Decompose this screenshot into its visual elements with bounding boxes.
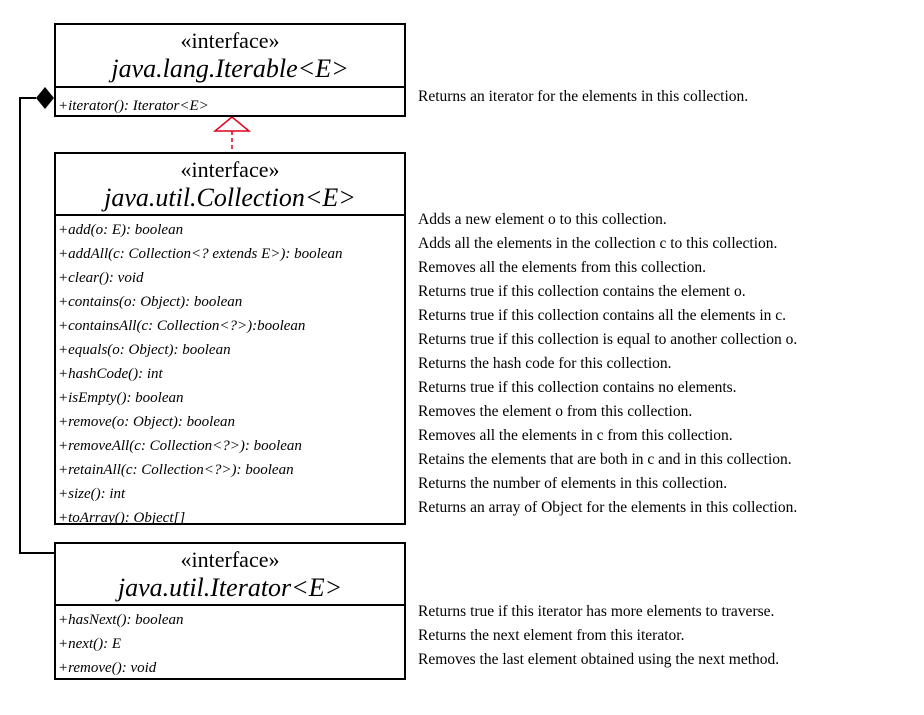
method-description: Returns the number of elements in this collection. [418, 475, 728, 492]
iterable-interface-box [54, 23, 406, 117]
method-signature: +retainAll(c: Collection<?>): boolean [58, 462, 294, 478]
method-description: Removes the last element obtained using the next method. [418, 651, 780, 668]
method-description: Adds a new element o to this collection. [418, 211, 667, 228]
method-signature: +size(): int [58, 486, 126, 502]
inheritance-arrowhead [215, 117, 249, 131]
iterable-methods [56, 86, 404, 118]
iterable-name: java.lang.Iterable<E> [111, 54, 349, 83]
method-signature: +hashCode(): int [58, 366, 163, 382]
method-signature: +add(o: E): boolean [58, 222, 184, 238]
method-signature: +removeAll(c: Collection<?>): boolean [58, 438, 302, 454]
collection-interface-box [54, 152, 406, 525]
method-description: Returns true if this collection contains no elements. [418, 379, 737, 396]
method-description: Removes all the elements from this collection. [418, 259, 706, 276]
method-description: Returns the hash code for this collection. [418, 355, 672, 372]
method-description: Returns the next element from this iterator. [418, 627, 685, 644]
iterator-stereotype: «interface» [180, 547, 280, 572]
method-signature: +contains(o: Object): boolean [58, 294, 243, 310]
iterator-interface-box [54, 542, 406, 680]
method-signature: +toArray(): Object[] [58, 510, 186, 526]
method-description: Retains the elements that are both in c and in this collection. [418, 451, 792, 468]
method-signature: +addAll(c: Collection<? extends E>): boolean [58, 246, 343, 262]
method-description: Returns an array of Object for the elements in this collection. [418, 499, 798, 516]
method-signature: +containsAll(c: Collection<?>):boolean [58, 318, 306, 334]
method-signature: +iterator(): Iterator<E> [58, 98, 209, 114]
iterator-name: java.util.Iterator<E> [117, 573, 343, 602]
method-signature: +equals(o: Object): boolean [58, 342, 231, 358]
method-signature: +clear(): void [58, 270, 144, 286]
method-signature: +remove(o: Object): boolean [58, 414, 235, 430]
method-description: Returns true if this collection is equal to another collection o. [418, 331, 798, 348]
method-signature: +next(): E [58, 636, 122, 652]
method-description: Removes all the elements in c from this collection. [418, 427, 733, 444]
collection-name: java.util.Collection<E> [104, 183, 356, 212]
composition-line [20, 98, 54, 553]
method-description: Returns true if this iterator has more elements to traverse. [418, 603, 775, 620]
method-description: Returns true if this collection contains the element o. [418, 283, 746, 300]
method-signature: +remove(): void [58, 660, 157, 676]
method-description: Removes the element o from this collection. [418, 403, 693, 420]
method-signature: +hasNext(): boolean [58, 612, 184, 628]
method-description: Adds all the elements in the collection c to this collection. [418, 235, 778, 252]
collection-stereotype: «interface» [180, 157, 280, 182]
collection-methods [56, 214, 404, 530]
method-description: Returns an iterator for the elements in this collection. [418, 88, 749, 105]
iterator-methods [56, 604, 404, 680]
composition-diamond [36, 87, 54, 109]
iterable-stereotype: «interface» [180, 28, 280, 53]
method-description: Returns true if this collection contains all the elements in c. [418, 307, 787, 324]
method-signature: +isEmpty(): boolean [58, 390, 184, 406]
